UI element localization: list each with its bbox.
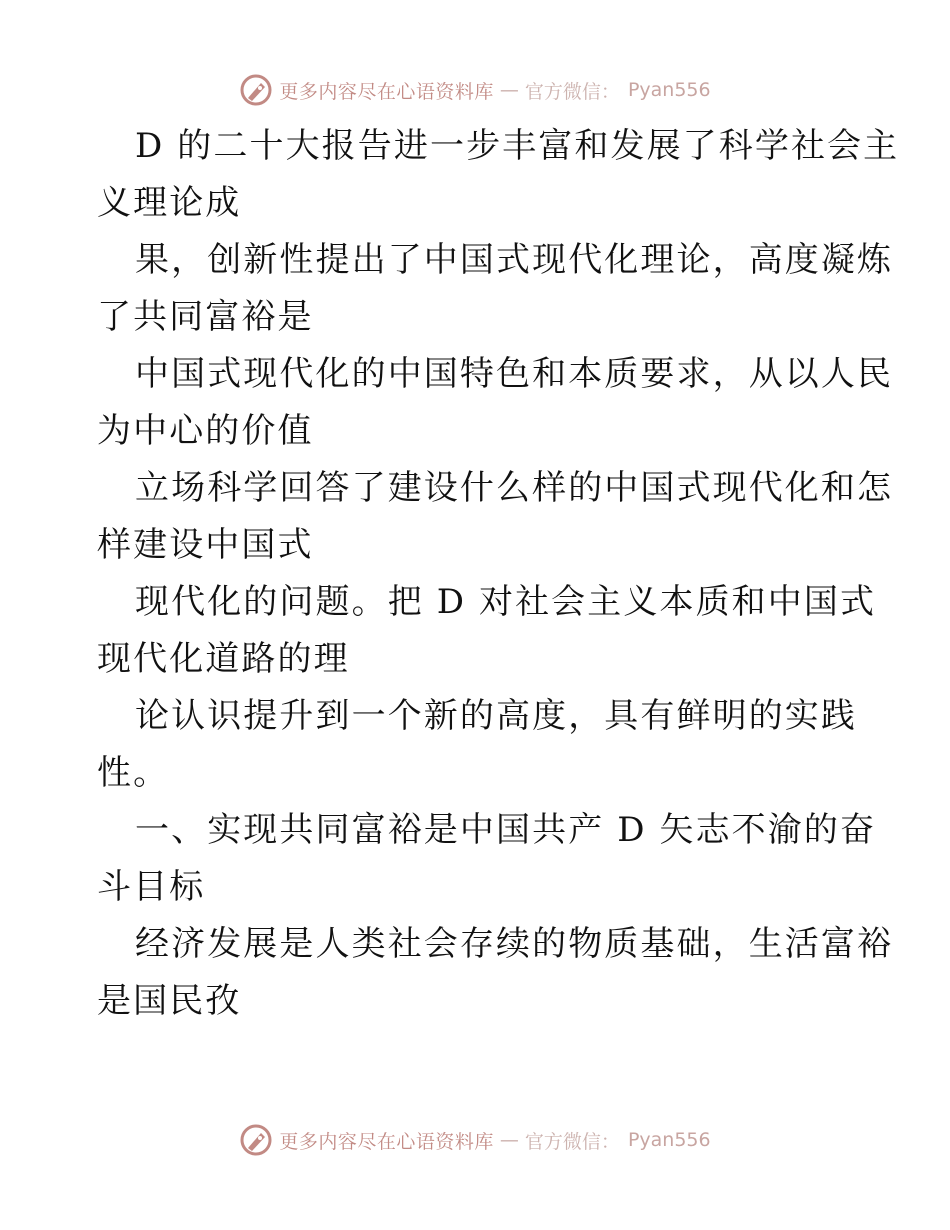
watermark-wechat-label: 官方微信：	[524, 80, 620, 103]
text-line: D 的二十大报告进一步丰富和发展了科学社会主	[135, 126, 900, 166]
watermark-wechat-id: Pyan556	[627, 1129, 711, 1151]
header-watermark	[0, 70, 950, 110]
text-line: 义理论成	[97, 183, 242, 223]
watermark-main-text: 更多内容尽在心语资料库	[279, 80, 494, 103]
text-line: 样建设中国式	[97, 525, 314, 565]
text-line: 现代化的问题。把 D 对社会主义本质和中国式	[135, 582, 877, 622]
text-line: 性。	[97, 753, 170, 793]
text-line: 一、实现共同富裕是中国共产 D 矢志不渝的奋	[135, 810, 877, 850]
footer-watermark	[0, 1120, 950, 1160]
text-line: 论认识提升到一个新的高度，具有鲜明的实践	[135, 696, 857, 736]
watermark-main-text: 更多内容尽在心语资料库	[279, 1130, 494, 1153]
text-line: 果，创新性提出了中国式现代化理论，高度凝炼	[135, 240, 894, 280]
text-line: 是国民孜	[97, 981, 242, 1021]
watermark-wechat-id: Pyan556	[627, 79, 711, 101]
watermark-dash: —	[499, 79, 519, 101]
text-line: 经济发展是人类社会存续的物质基础，生活富裕	[135, 924, 894, 964]
watermark-dash: —	[499, 1129, 519, 1151]
watermark-wechat-label: 官方微信：	[524, 1130, 620, 1153]
text-line: 了共同富裕是	[97, 297, 314, 337]
pen-nib-circle-icon	[239, 1123, 273, 1157]
text-line: 现代化道路的理	[97, 639, 350, 679]
text-line: 中国式现代化的中国特色和本质要求，从以人民	[135, 354, 894, 394]
text-line: 立场科学回答了建设什么样的中国式现代化和怎	[135, 468, 894, 508]
text-line: 斗目标	[97, 867, 206, 907]
text-line: 为中心的价值	[97, 411, 314, 451]
pen-nib-circle-icon	[239, 73, 273, 107]
document-body	[97, 118, 900, 1030]
